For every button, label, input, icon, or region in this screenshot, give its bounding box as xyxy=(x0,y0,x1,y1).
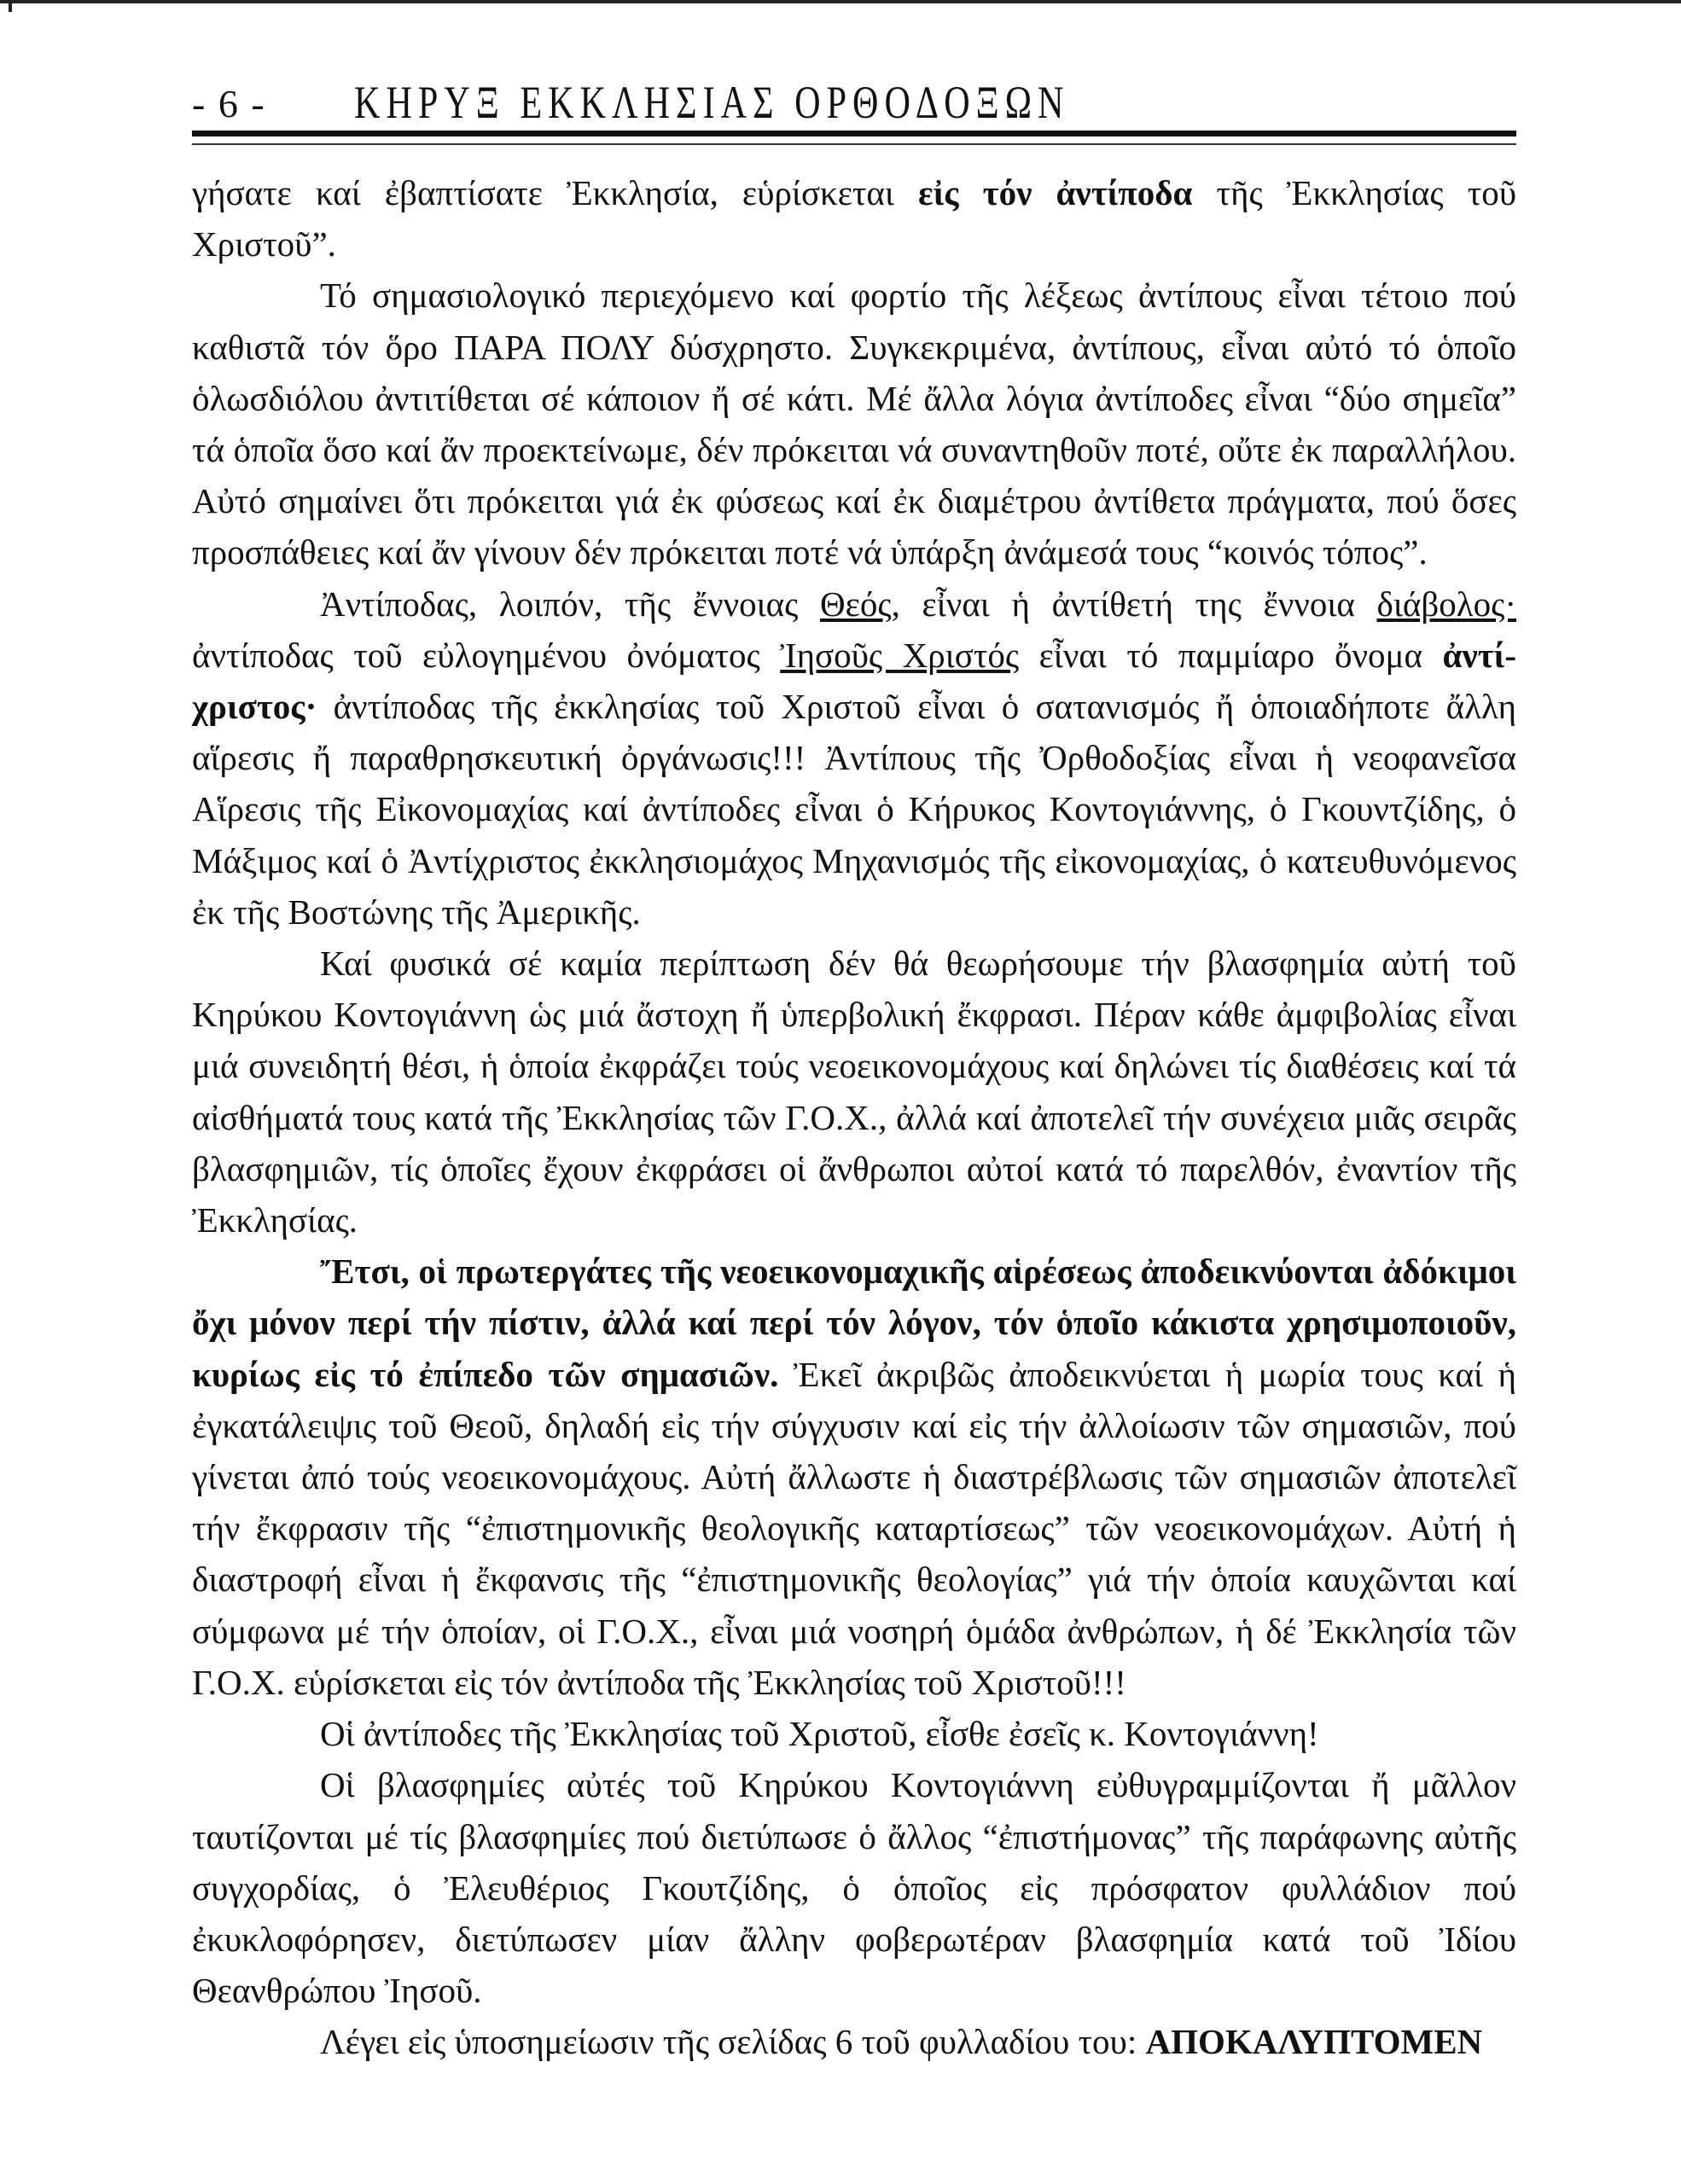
text-run: γήσατε καί ἐβαπτίσατε Ἐκκλησία, εὑρίσκεται xyxy=(192,173,919,212)
page-header xyxy=(192,77,1515,132)
underlined-text: διάβολος· xyxy=(1376,584,1516,624)
bold-text: ἀντί-χριστος· xyxy=(192,635,1516,727)
text-run: ἀντίποδας τῆς ἐκκλησίας τοῦ Χριστοῦ εἶναι ὁ σατανισμός ἤ ὁποιαδήποτε ἄλλη αἵρεσις ἤ παραθρησκευτική ὀργάνωσις!!! Ἀντίπους τῆς Ὀρθοδοξίας εἶναι ἡ νεοφανεῖσα Αἵρεσις τῆς Εἰκονομαχίας καί ἀντίποδες εἶναι ὁ Κήρυκος Κοντογιάννης, ὁ Γκουντζίδης, ὁ Μάξιμος καί ὁ Ἀντίχριστος ἐκκλησιομάχος Μηχανισμός τῆς εἰκονομαχίας, ὁ κατευθυνόμενος ἐκ τῆς Βοστώνης τῆς Ἀμερικῆς. xyxy=(192,687,1516,932)
paragraph xyxy=(192,270,1516,578)
text-run: Καί φυσικά σέ καμία περίπτωση δέν θά θεωρήσουμε τήν βλασφημία αὐτή τοῦ Κηρύκου Κοντογιάννη ὡς μιά ἄστοχη ἤ ὑπερβολική ἔκφρασι. Πέραν κάθε ἀμφιβολίας εἶναι μιά συνειδητή θέσι, ἡ ὁποία ἐκφράζει τούς νεοεικονομάχους καί δηλώνει τίς διαθέσεις καί τά αἰσθήματά τους κατά τῆς Ἐκκλησίας τῶν Γ.Ο.Χ., ἀλλά καί ἀποτελεῖ τήν συνέχεια μιᾶς σειρᾶς βλασφημιῶν, τίς ὁποῖες ἔχουν ἐκφράσει οἱ ἄνθρωποι αὐτοί κατά τό παρελθόν, ἐναντίον τῆς Ἐκκλησίας. xyxy=(192,944,1516,1240)
paragraph xyxy=(192,1246,1516,1708)
running-title: ΚΗΡΥΞ ΕΚΚΛΗΣΙΑΣ ΟΡΘΟΔΟΞΩΝ xyxy=(354,77,1070,128)
text-run: Ἀντίποδας, λοιπόν, τῆς ἔννοιας xyxy=(320,584,821,624)
paragraph xyxy=(192,2016,1516,2067)
underlined-text: Θεός, xyxy=(820,584,900,624)
text-run: εἶναι ἡ ἀντίθετή της ἔννοια xyxy=(899,584,1377,624)
paragraph xyxy=(192,1708,1516,1759)
text-run: Λέγει εἰς ὑποσημείωσιν τῆς σελίδας 6 τοῦ φυλλαδίου του: xyxy=(320,2022,1146,2062)
header-rule-thin xyxy=(192,143,1516,145)
header-rule-thick xyxy=(192,131,1516,136)
scan-corner-mark xyxy=(9,0,12,12)
bold-text: εἰς τόν ἀντίποδα xyxy=(918,173,1193,212)
page-number: - 6 - xyxy=(192,82,266,125)
bold-text: ΑΠΟΚΑΛΥΠΤΟΜΕΝ xyxy=(1145,2022,1483,2062)
paragraph xyxy=(192,167,1516,270)
text-run: ἀντίποδας τοῦ εὐλογημένου ὀνόματος xyxy=(192,635,781,675)
text-run: εἶναι τό παμμίαρο ὄνομα xyxy=(1019,635,1443,675)
paragraph xyxy=(192,1759,1516,2016)
bold-text: Ἔτσι, οἱ πρωτεργάτες τῆς νεοεικονομαχικῆς αἱρέσεως ἀποδεικνύονται ἀδόκιμοι ὄχι μόνον περί τήν πίστιν, ἀλλά καί περί τόν λόγον, τόν ὁποῖο κάκιστα χρησιμοποιοῦν, κυρίως εἰς τό ἐπίπεδο τῶν σημασιῶν. xyxy=(192,1252,1516,1394)
text-run: Οἱ ἀντίποδες τῆς Ἐκκλησίας τοῦ Χριστοῦ, εἶσθε ἐσεῖς κ. Κοντογιάννη! xyxy=(320,1714,1319,1754)
paragraph xyxy=(192,938,1516,1246)
text-run: τῆς Ἐκκλησίας τοῦ Χριστοῦ”. xyxy=(192,173,1516,264)
text-run: Οἱ βλασφημίες αὐτές τοῦ Κηρύκου Κοντογιάννη εὐθυγραμμίζονται ἤ μᾶλλον ταυτίζονται μέ τίς βλασφημίες πού διετύπωσε ὁ ἄλλος “ἐπιστήμονας” τῆς παράφωνης αὐτῆς συγχορδίας, ὁ Ἐλευθέριος Γκουτζίδης, ὁ ὁποῖος εἰς πρόσφατον φυλλάδιον πού ἐκυκλοφόρησεν, διετύπωσεν μίαν ἄλλην φοβερωτέραν βλασφημία κατά τοῦ Ἰδίου Θεανθρώπου Ἰησοῦ. xyxy=(192,1765,1516,2011)
article-body xyxy=(192,167,1516,2068)
text-run: Τό σημασιολογικό περιεχόμενο καί φορτίο τῆς λέξεως ἀντίπους εἶναι τέτοιο πού καθιστᾶ τόν ὅρο ΠΑΡΑ ΠΟΛΥ δύσχρηστο. Συγκεκριμένα, ἀντίπους, εἶναι αὐτό τό ὁποῖο ὁλωσδιόλου ἀντιτίθεται σέ κάποιον ἤ σέ κάτι. Μέ ἄλλα λόγια ἀντίποδες εἶναι “δύο σημεῖα” τά ὁποῖα ὅσο καί ἄν προεκτείνωμε, δέν πρόκειται νά συναντηθοῦν ποτέ, οὔτε ἐκ παραλλήλου. Αὐτό σημαίνει ὅτι πρόκειται γιά ἐκ φύσεως καί ἐκ διαμέτρου ἀντίθετα πράγματα, πού ὅσες προσπάθειες καί ἄν γίνουν δέν πρόκειται ποτέ νά ὑπάρξη ἀνάμεσά τους “κοινός τόπος”. xyxy=(192,276,1516,572)
underlined-text: Ἰησοῦς Χριστός xyxy=(780,635,1020,675)
paragraph xyxy=(192,578,1516,938)
text-run: Ἐκεῖ ἀκριβῶς ἀποδεικνύεται ἡ μωρία τους καί ἡ ἐγκατάλειψις τοῦ Θεοῦ, δηλαδή εἰς τήν σύγχυσιν καί εἰς τήν ἀλλοίωσιν τῶν σημασιῶν, πού γίνεται ἀπό τούς νεοεικονομάχους. Αὐτή ἄλλωστε ἡ διαστρέβλωσις τῶν σημασιῶν ἀποτελεῖ τήν ἔκφρασιν τῆς “ἐπιστημονικῆς θεολογικῆς καταρτίσεως” τῶν νεοεικονομάχων. Αὐτή ἡ διαστροφή εἶναι ἡ ἔκφανσις τῆς “ἐπιστημονικῆς θεολογίας” γιά τήν ὁποία καυχῶνται καί σύμφωνα μέ τήν ὁποίαν, οἱ Γ.Ο.Χ., εἶναι μιά νοσηρή ὁμάδα ἀνθρώπων, ἡ δέ Ἐκκλησία τῶν Γ.Ο.Χ. εὑρίσκεται εἰς τόν ἀντίποδα τῆς Ἐκκλησίας τοῦ Χριστοῦ!!! xyxy=(192,1354,1516,1702)
scan-top-edge xyxy=(0,0,1681,3)
